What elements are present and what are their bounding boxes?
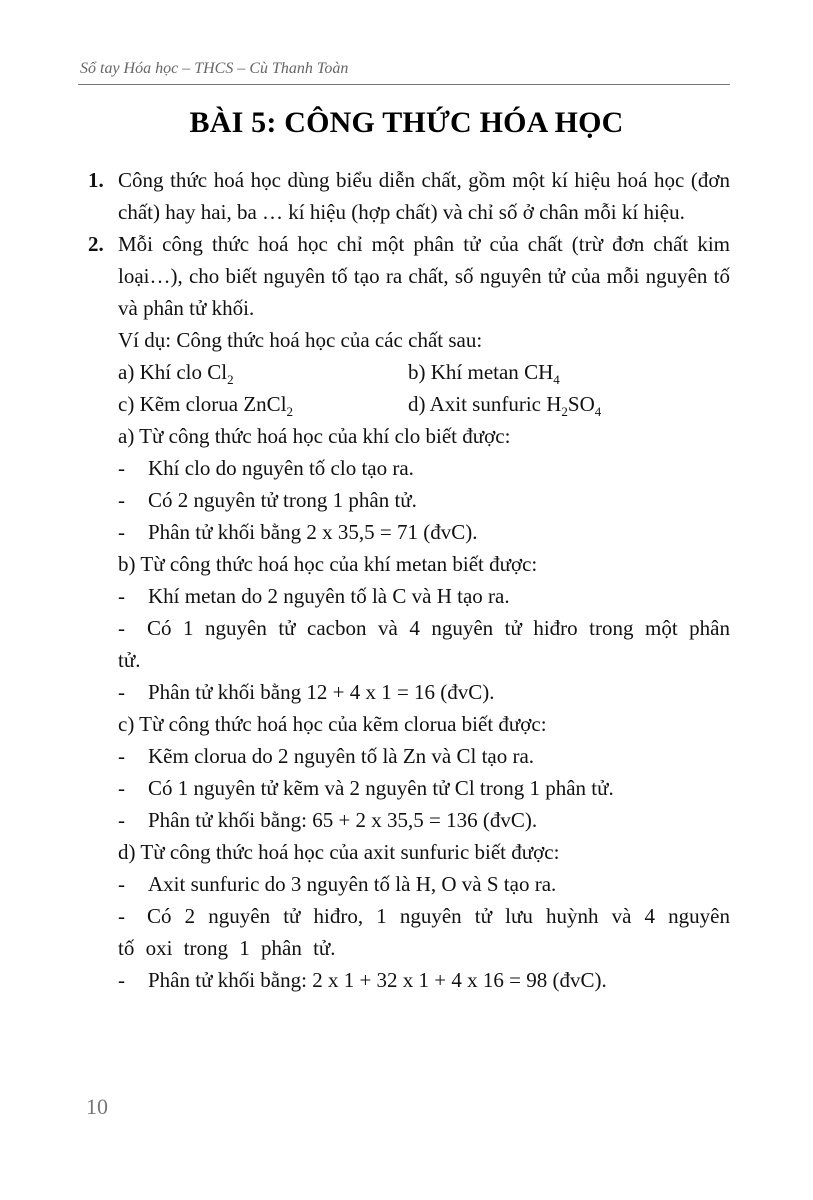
- section-heading: d) Từ công thức hoá học của axit sunfuric biết được:: [118, 840, 560, 864]
- bullet-point: [88, 516, 730, 548]
- substance-row: [118, 388, 730, 420]
- example-block: [88, 324, 730, 420]
- formula-subscript: 4: [553, 372, 560, 387]
- bullet-text: Khí clo do nguyên tố clo tạo ra.: [148, 456, 414, 480]
- chemical-formula: [207, 360, 234, 387]
- dash-marker: -: [118, 520, 125, 544]
- bullet-text: Axit sunfuric do 3 nguyên tố là H, O và S tạo ra.: [148, 872, 557, 896]
- substance-label: c) Kẽm clorua: [118, 392, 244, 416]
- page-title: BÀI 5: CÔNG THỨC HÓA HỌC: [189, 106, 624, 139]
- dash-marker: -: [118, 904, 125, 928]
- dash-marker: -: [118, 584, 125, 608]
- bullet-point: [88, 676, 730, 708]
- formula-symbol: H: [546, 392, 562, 416]
- dash-marker: -: [118, 680, 125, 704]
- bullet-text: Có 1 nguyên tử kẽm và 2 nguyên tử Cl trong 1 phân tử.: [148, 776, 614, 800]
- bullet-point: [88, 772, 730, 804]
- formula-symbol: ZnCl: [243, 392, 287, 416]
- bullet-text: Khí metan do 2 nguyên tố là C và H tạo ra.: [148, 584, 510, 608]
- bullet-text: Phân tử khối bằng 2 x 35,5 = 71 (đvC).: [148, 520, 478, 544]
- bullet-point: [88, 612, 730, 676]
- bullet-point: [88, 964, 730, 996]
- substance-label: d) Axit sunfuric: [408, 392, 547, 416]
- bullet-text: Phân tử khối bằng 12 + 4 x 1 = 16 (đvC).: [148, 680, 495, 704]
- bullet-point: [88, 804, 730, 836]
- bullet-point: [88, 452, 730, 484]
- bullet-point: [88, 484, 730, 516]
- chemical-formula: [546, 392, 602, 419]
- document-body: [88, 164, 730, 996]
- item-number: 2.: [88, 232, 104, 256]
- item-text: Mỗi công thức hoá học chỉ một phân tử của chất (trừ đơn chất kim loại…), cho biết nguyên tố tạo ra chất, số nguyên tử của mỗi nguyên tố và phân tử khối.: [118, 232, 730, 320]
- section-heading: c) Từ công thức hoá học của kẽm clorua biết được:: [118, 712, 547, 736]
- formula-symbol: Cl: [207, 360, 228, 384]
- formula-subscript: 2: [286, 404, 294, 419]
- header-rule: [78, 84, 730, 85]
- dash-marker: -: [118, 808, 125, 832]
- numbered-item-1: [88, 164, 730, 228]
- formula-subscript: 4: [594, 404, 602, 419]
- formula-symbol: SO: [567, 392, 595, 416]
- page-number: 10: [86, 1094, 108, 1119]
- example-intro: Ví dụ: Công thức hoá học của các chất sau:: [118, 328, 483, 352]
- dash-marker: -: [118, 616, 125, 640]
- section-heading: a) Từ công thức hoá học của khí clo biết được:: [118, 424, 511, 448]
- analysis-sections: [88, 420, 730, 996]
- section-b: [88, 548, 730, 708]
- section-c: [88, 708, 730, 836]
- substance-d: [408, 388, 601, 420]
- numbered-item-2: [88, 228, 730, 324]
- formula-symbol: CH: [524, 360, 554, 384]
- bullet-point: [88, 868, 730, 900]
- dash-marker: -: [118, 872, 125, 896]
- bullet-point: [88, 900, 730, 964]
- chemical-formula: [243, 392, 294, 419]
- substance-row: [118, 356, 730, 388]
- item-text: Công thức hoá học dùng biểu diễn chất, gồm một kí hiệu hoá học (đơn chất) hay hai, ba … kí hiệu (hợp chất) và chỉ số ở chân mỗi kí hiệu.: [118, 168, 730, 224]
- substance-a: [118, 356, 408, 388]
- substance-c: [118, 388, 408, 420]
- dash-marker: -: [118, 456, 125, 480]
- bullet-text: Có 1 nguyên tử cacbon và 4 nguyên tử hiđro trong một phân tử.: [118, 616, 730, 672]
- bullet-point: [88, 580, 730, 612]
- bullet-text: Kẽm clorua do 2 nguyên tố là Zn và Cl tạo ra.: [148, 744, 535, 768]
- bullet-point: [88, 740, 730, 772]
- bullet-text: Có 2 nguyên tử hiđro, 1 nguyên tử lưu huỳnh và 4 nguyên tố oxi trong 1 phân tử.: [118, 904, 730, 960]
- section-d: [88, 836, 730, 996]
- running-header: Sổ tay Hóa học – THCS – Cù Thanh Toàn: [80, 60, 349, 77]
- formula-subscript: 2: [227, 372, 234, 387]
- chemical-formula: [524, 360, 560, 387]
- bullet-text: Có 2 nguyên tử trong 1 phân tử.: [148, 488, 417, 512]
- substance-label: a) Khí clo: [118, 360, 208, 384]
- dash-marker: -: [118, 744, 125, 768]
- section-heading: b) Từ công thức hoá học của khí metan biết được:: [118, 552, 538, 576]
- dash-marker: -: [118, 776, 125, 800]
- bullet-text: Phân tử khối bằng: 65 + 2 x 35,5 = 136 (đvC).: [148, 808, 538, 832]
- section-a: [88, 420, 730, 548]
- substance-b: [408, 356, 560, 388]
- item-number: 1.: [88, 168, 104, 192]
- formula-subscript: 2: [561, 404, 568, 419]
- dash-marker: -: [118, 488, 125, 512]
- bullet-text: Phân tử khối bằng: 2 x 1 + 32 x 1 + 4 x 16 = 98 (đvC).: [148, 968, 607, 992]
- dash-marker: -: [118, 968, 125, 992]
- substance-label: b) Khí metan: [408, 360, 525, 384]
